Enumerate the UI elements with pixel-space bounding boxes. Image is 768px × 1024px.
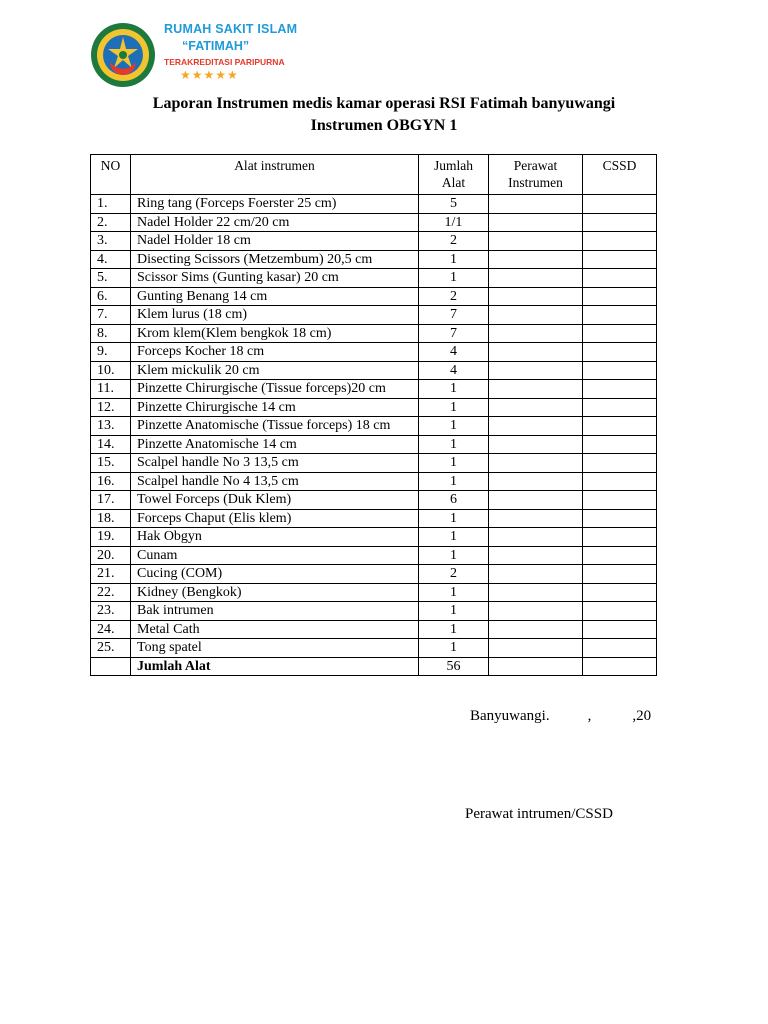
row-cssd-cell[interactable] <box>583 639 657 658</box>
row-no: 13. <box>91 417 131 436</box>
row-alat: Hak Obgyn <box>131 528 419 547</box>
instrument-table <box>90 154 657 676</box>
row-cssd-cell[interactable] <box>583 361 657 380</box>
footer-comma: , <box>587 708 592 724</box>
row-alat: Ring tang (Forceps Foerster 25 cm) <box>131 195 419 214</box>
row-jumlah: 1 <box>419 583 489 602</box>
table-row <box>91 343 657 362</box>
row-jumlah: 1 <box>419 435 489 454</box>
table-row <box>91 380 657 399</box>
row-no: 20. <box>91 546 131 565</box>
hospital-name-line1: RUMAH SAKIT ISLAM <box>164 22 298 36</box>
row-perawat-cell[interactable] <box>489 287 583 306</box>
table-row <box>91 565 657 584</box>
row-perawat-cell[interactable] <box>489 472 583 491</box>
row-perawat-cell[interactable] <box>489 398 583 417</box>
footer-place: Banyuwangi. <box>470 708 550 724</box>
row-cssd-cell[interactable] <box>583 287 657 306</box>
table-row <box>91 509 657 528</box>
row-cssd-cell[interactable] <box>583 583 657 602</box>
row-alat: Bak intrumen <box>131 602 419 621</box>
row-no: 11. <box>91 380 131 399</box>
table-row <box>91 528 657 547</box>
table-row <box>91 398 657 417</box>
row-perawat-cell[interactable] <box>489 380 583 399</box>
row-jumlah: 5 <box>419 195 489 214</box>
header-alat: Alat instrumen <box>131 155 419 195</box>
row-alat: Scalpel handle No 4 13,5 cm <box>131 472 419 491</box>
total-cssd-cell[interactable] <box>583 657 657 676</box>
table-row <box>91 491 657 510</box>
row-no: 6. <box>91 287 131 306</box>
row-jumlah: 1 <box>419 528 489 547</box>
table-row <box>91 287 657 306</box>
row-no: 14. <box>91 435 131 454</box>
row-jumlah: 1 <box>419 454 489 473</box>
header-perawat: Perawat Instrumen <box>489 155 583 195</box>
row-alat: Towel Forceps (Duk Klem) <box>131 491 419 510</box>
row-alat: Forceps Kocher 18 cm <box>131 343 419 362</box>
header-jumlah: Jumlah Alat <box>419 155 489 195</box>
row-no: 7. <box>91 306 131 325</box>
total-value: 56 <box>419 657 489 676</box>
table-row <box>91 639 657 658</box>
row-cssd-cell[interactable] <box>583 232 657 251</box>
hospital-logo <box>90 18 300 90</box>
row-perawat-cell[interactable] <box>489 195 583 214</box>
row-perawat-cell[interactable] <box>489 232 583 251</box>
row-jumlah: 1 <box>419 639 489 658</box>
row-cssd-cell[interactable] <box>583 435 657 454</box>
row-jumlah: 1 <box>419 602 489 621</box>
row-no: 18. <box>91 509 131 528</box>
row-perawat-cell[interactable] <box>489 602 583 621</box>
row-cssd-cell[interactable] <box>583 195 657 214</box>
accreditation-stars-icon: ★★★★★ <box>180 68 239 82</box>
table-row <box>91 250 657 269</box>
signature-label: Perawat intrumen/CSSD <box>465 806 613 822</box>
row-cssd-cell[interactable] <box>583 324 657 343</box>
row-cssd-cell[interactable] <box>583 398 657 417</box>
document-title: Laporan Instrumen medis kamar operasi RSI Fatimah banyuwangi <box>152 95 616 112</box>
row-alat: Nadel Holder 18 cm <box>131 232 419 251</box>
row-alat: Kidney (Bengkok) <box>131 583 419 602</box>
row-cssd-cell[interactable] <box>583 565 657 584</box>
hospital-name-line2: “FATIMAH” <box>182 39 250 53</box>
table-row <box>91 435 657 454</box>
row-cssd-cell[interactable] <box>583 602 657 621</box>
footer-year: ,20 <box>632 708 652 724</box>
row-no: 4. <box>91 250 131 269</box>
row-perawat-cell[interactable] <box>489 343 583 362</box>
table-row <box>91 213 657 232</box>
table-row <box>91 546 657 565</box>
row-cssd-cell[interactable] <box>583 250 657 269</box>
total-no-cell <box>91 657 131 676</box>
row-perawat-cell[interactable] <box>489 324 583 343</box>
table-row <box>91 620 657 639</box>
row-no: 17. <box>91 491 131 510</box>
accreditation-label: TERAKREDITASI PARIPURNA <box>164 57 285 67</box>
row-jumlah: 1 <box>419 472 489 491</box>
row-alat: Cucing (COM) <box>131 565 419 584</box>
row-cssd-cell[interactable] <box>583 472 657 491</box>
row-perawat-cell[interactable] <box>489 565 583 584</box>
row-jumlah: 6 <box>419 491 489 510</box>
row-cssd-cell[interactable] <box>583 528 657 547</box>
row-perawat-cell[interactable] <box>489 361 583 380</box>
row-alat: Disecting Scissors (Metzembum) 20,5 cm <box>131 250 419 269</box>
row-cssd-cell[interactable] <box>583 417 657 436</box>
row-jumlah: 1/1 <box>419 213 489 232</box>
row-perawat-cell[interactable] <box>489 583 583 602</box>
row-perawat-cell[interactable] <box>489 528 583 547</box>
row-alat: Pinzette Chirurgische 14 cm <box>131 398 419 417</box>
row-perawat-cell[interactable] <box>489 509 583 528</box>
table-row <box>91 583 657 602</box>
row-jumlah: 1 <box>419 398 489 417</box>
row-alat: Scissor Sims (Gunting kasar) 20 cm <box>131 269 419 288</box>
row-jumlah: 7 <box>419 306 489 325</box>
row-cssd-cell[interactable] <box>583 306 657 325</box>
row-perawat-cell[interactable] <box>489 546 583 565</box>
row-jumlah: 4 <box>419 361 489 380</box>
row-no: 12. <box>91 398 131 417</box>
row-no: 16. <box>91 472 131 491</box>
row-cssd-cell[interactable] <box>583 269 657 288</box>
row-jumlah: 2 <box>419 287 489 306</box>
document-subtitle: Instrumen OBGYN 1 <box>310 117 458 134</box>
row-alat: Gunting Benang 14 cm <box>131 287 419 306</box>
table-row <box>91 417 657 436</box>
row-jumlah: 1 <box>419 380 489 399</box>
row-perawat-cell[interactable] <box>489 639 583 658</box>
row-alat: Pinzette Anatomische (Tissue forceps) 18 cm <box>131 417 419 436</box>
table-row <box>91 306 657 325</box>
row-no: 8. <box>91 324 131 343</box>
row-jumlah: 1 <box>419 509 489 528</box>
row-jumlah: 2 <box>419 232 489 251</box>
row-no: 23. <box>91 602 131 621</box>
row-cssd-cell[interactable] <box>583 491 657 510</box>
row-alat: Scalpel handle No 3 13,5 cm <box>131 454 419 473</box>
row-alat: Pinzette Anatomische 14 cm <box>131 435 419 454</box>
row-perawat-cell[interactable] <box>489 306 583 325</box>
row-perawat-cell[interactable] <box>489 620 583 639</box>
row-alat: Forceps Chaput (Elis klem) <box>131 509 419 528</box>
row-jumlah: 7 <box>419 324 489 343</box>
row-no: 19. <box>91 528 131 547</box>
table-row <box>91 324 657 343</box>
row-jumlah: 1 <box>419 269 489 288</box>
row-cssd-cell[interactable] <box>583 620 657 639</box>
row-jumlah: 1 <box>419 620 489 639</box>
row-jumlah: 2 <box>419 565 489 584</box>
footer-date-line <box>470 708 651 725</box>
table-header-row <box>91 155 657 195</box>
row-no: 22. <box>91 583 131 602</box>
row-alat: Pinzette Chirurgische (Tissue forceps)20 cm <box>131 380 419 399</box>
table-row <box>91 361 657 380</box>
table-row <box>91 232 657 251</box>
row-no: 10. <box>91 361 131 380</box>
row-jumlah: 1 <box>419 546 489 565</box>
row-cssd-cell[interactable] <box>583 213 657 232</box>
hospital-emblem-icon <box>90 22 156 88</box>
row-perawat-cell[interactable] <box>489 250 583 269</box>
row-perawat-cell[interactable] <box>489 269 583 288</box>
row-alat: Krom klem(Klem bengkok 18 cm) <box>131 324 419 343</box>
header-no: NO <box>91 155 131 195</box>
table-row <box>91 454 657 473</box>
total-perawat-cell[interactable] <box>489 657 583 676</box>
row-cssd-cell[interactable] <box>583 546 657 565</box>
table-row <box>91 602 657 621</box>
row-jumlah: 1 <box>419 417 489 436</box>
row-no: 3. <box>91 232 131 251</box>
row-no: 5. <box>91 269 131 288</box>
row-jumlah: 1 <box>419 250 489 269</box>
row-alat: Nadel Holder 22 cm/20 cm <box>131 213 419 232</box>
row-cssd-cell[interactable] <box>583 509 657 528</box>
row-cssd-cell[interactable] <box>583 454 657 473</box>
row-alat: Klem mickulik 20 cm <box>131 361 419 380</box>
row-alat: Tong spatel <box>131 639 419 658</box>
table-row <box>91 195 657 214</box>
row-perawat-cell[interactable] <box>489 435 583 454</box>
row-perawat-cell[interactable] <box>489 213 583 232</box>
row-no: 2. <box>91 213 131 232</box>
row-no: 1. <box>91 195 131 214</box>
row-alat: Cunam <box>131 546 419 565</box>
total-label: Jumlah Alat <box>131 657 419 676</box>
row-no: 21. <box>91 565 131 584</box>
row-jumlah: 4 <box>419 343 489 362</box>
row-no: 24. <box>91 620 131 639</box>
table-row <box>91 269 657 288</box>
row-no: 25. <box>91 639 131 658</box>
row-alat: Klem lurus (18 cm) <box>131 306 419 325</box>
row-cssd-cell[interactable] <box>583 380 657 399</box>
row-no: 15. <box>91 454 131 473</box>
row-perawat-cell[interactable] <box>489 417 583 436</box>
header-cssd: CSSD <box>583 155 657 195</box>
total-row <box>91 657 657 676</box>
row-perawat-cell[interactable] <box>489 454 583 473</box>
row-perawat-cell[interactable] <box>489 491 583 510</box>
table-row <box>91 472 657 491</box>
row-no: 9. <box>91 343 131 362</box>
row-cssd-cell[interactable] <box>583 343 657 362</box>
row-alat: Metal Cath <box>131 620 419 639</box>
